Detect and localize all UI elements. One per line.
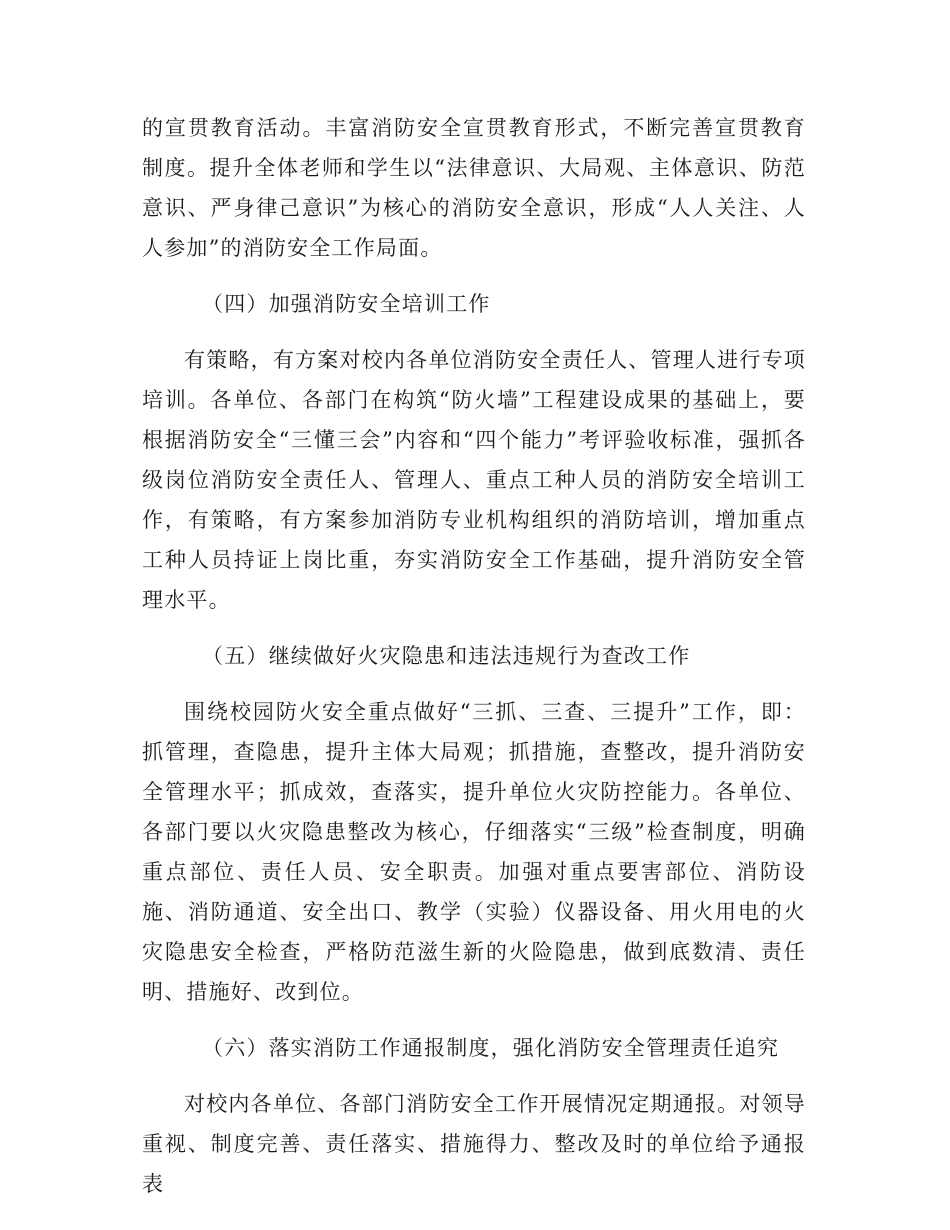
body-paragraph: 有策略，有方案对校内各单位消防安全责任人、管理人进行专项培训。各单位、各部门在构筑“防火墙”工程建设成果的基础上，要根据消防安全“三懂三会”内容和“四个能力”考评验收标准，强抓各级岗位消防安全责任人、管理人、重点工种人员的消防安全培训工作，有策略，有方案参加消防专业机构组织的消防培训，增加重点工种人员持证上岗比重，夯实消防安全工作基础，提升消防安全管理水平。	[142, 348, 806, 612]
document-body	[142, 108, 806, 1220]
body-paragraph: 对校内各单位、各部门消防安全工作开展情况定期通报。对领导重视、制度完善、责任落实、措施得力、整改及时的单位给予通报表	[142, 1092, 806, 1196]
section-heading: （五）继续做好火灾隐患和违法违规行为查改工作	[202, 644, 691, 668]
body-paragraph: 的宣贯教育活动。丰富消防安全宣贯教育形式，不断完善宣贯教育制度。提升全体老师和学生以“法律意识、大局观、主体意识、防范意识、严身律己意识”为核心的消防安全意识，形成“人人关注、人人参加”的消防安全工作局面。	[142, 116, 806, 260]
section-heading: （六）落实消防工作通报制度，强化消防安全管理责任追究	[202, 1036, 780, 1060]
section-heading: （四）加强消防安全培训工作	[202, 292, 491, 316]
body-paragraph: 围绕校园防火安全重点做好“三抓、三查、三提升”工作，即：抓管理，查隐患，提升主体大局观；抓措施，查整改，提升消防安全管理水平；抓成效，查落实，提升单位火灾防控能力。各单位、各部门要以火灾隐患整改为核心，仔细落实“三级”检查制度，明确重点部位、责任人员、安全职责。加强对重点要害部位、消防设施、消防通道、安全出口、教学（实验）仪器设备、用火用电的火灾隐患安全检查，严格防范滋生新的火险隐患，做到底数清、责任明、措施好、改到位。	[142, 700, 806, 1004]
